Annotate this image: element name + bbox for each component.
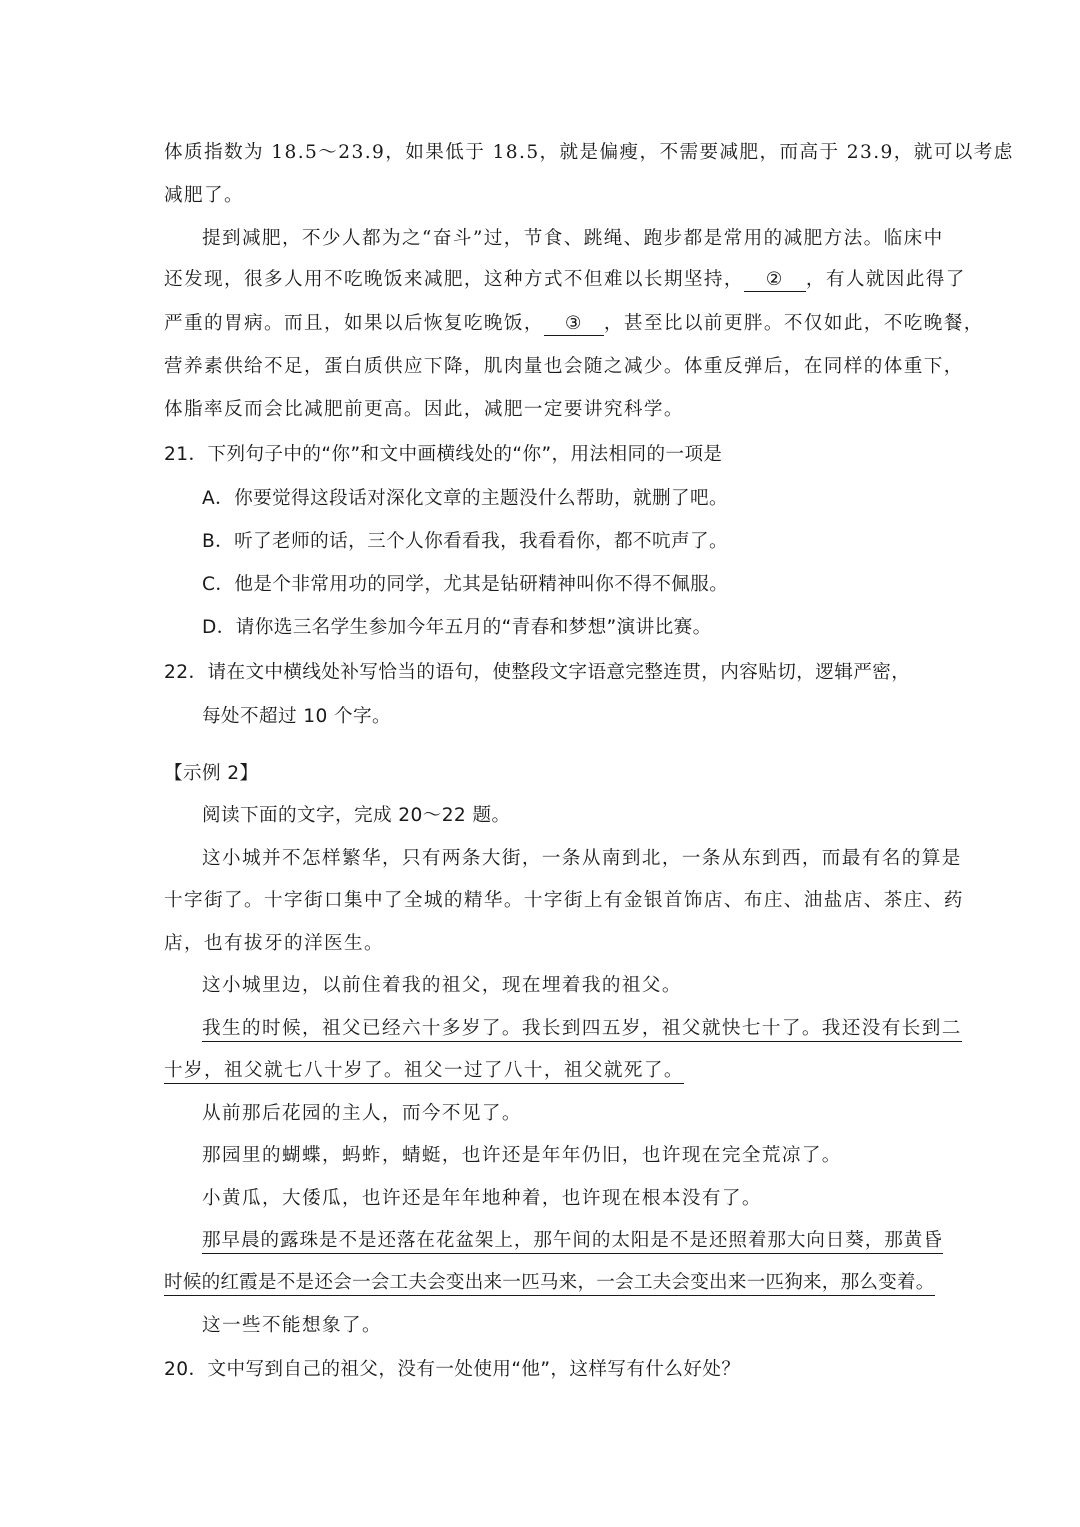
example-2-line: 这小城里边，以前住着我的祖父，现在埋着我的祖父。: [202, 975, 682, 996]
example-2-line: 这一些不能想象了。: [202, 1315, 382, 1336]
question-20-stem: 20．文中写到自己的祖父，没有一处使用“他”，这样写有什么好处？: [164, 1359, 741, 1380]
example-2-underlined-line: [202, 1017, 962, 1041]
passage1-line: 提到减肥，不少人都为之“奋斗”过，节食、跳绳、跑步都是常用的减肥方法。临床中: [202, 228, 944, 249]
example-2-line: 店，也有拔牙的洋医生。: [164, 933, 384, 954]
passage1-text: 还发现，很多人用不吃晚饭来减肥，这种方式不但难以长期坚持，: [164, 269, 744, 290]
passage1-line: 营养素供给不足，蛋白质供应下降，肌肉量也会随之减少。体重反弹后，在同样的体重下，: [164, 356, 964, 377]
question-21-option-c: C．他是个非常用功的同学，尤其是钻研精神叫你不得不佩服。: [202, 574, 729, 595]
example-2-underlined-line: [164, 1059, 684, 1083]
example-2-line: 小黄瓜，大倭瓜，也许还是年年地种着，也许现在根本没有了。: [202, 1188, 762, 1209]
example-2-line: 从前那后花园的主人，而今不见了。: [202, 1103, 522, 1124]
blank-2: ②: [744, 269, 806, 292]
question-21-option-a: A．你要觉得这段话对深化文章的主题没什么帮助，就删了吧。: [202, 488, 728, 509]
underlined-text: 时候的红霞是不是还会一会工夫会变出来一匹马来，一会工夫会变出来一匹狗来，那么变着。: [164, 1272, 935, 1296]
underlined-text: 我生的时候，祖父已经六十多岁了。我长到四五岁，祖父就快七十了。我还没有长到二: [202, 1018, 962, 1042]
question-21-option-b: B．听了老师的话，三个人你看看我，我看看你，都不吭声了。: [202, 531, 728, 552]
question-21-stem: 21．下列句子中的“你”和文中画横线处的“你”，用法相同的一项是: [164, 444, 723, 465]
blank-3: ③: [544, 313, 604, 336]
question-22-stem: 每处不超过 10 个字。: [202, 706, 392, 727]
example-2-heading: 【示例 2】: [164, 763, 259, 784]
underlined-text: 十岁，祖父就七八十岁了。祖父一过了八十，祖父就死了。: [164, 1060, 684, 1084]
example-2-underlined-line: [164, 1271, 935, 1295]
underlined-text: 那早晨的露珠是不是还落在花盆架上，那午间的太阳是不是还照着那大向日葵，那黄昏: [202, 1230, 943, 1254]
question-21-option-d: D．请你选三名学生参加今年五月的“青春和梦想”演讲比赛。: [202, 617, 712, 638]
passage1-text: ，甚至比以前更胖。不仅如此，不吃晚餐，: [603, 313, 984, 334]
passage1-line-with-blank: [164, 268, 966, 292]
passage1-text: ，有人就因此得了: [805, 269, 966, 290]
passage1-line-with-blank: [164, 312, 984, 336]
passage1-line: 体脂率反而会比减肥前更高。因此，减肥一定要讲究科学。: [164, 399, 684, 420]
passage1-line: 体质指数为 18.5～23.9，如果低于 18.5，就是偏瘦，不需要减肥，而高于 23.9，就可以考虑: [164, 142, 1014, 163]
example-2-line: 十字街了。十字街口集中了全城的精华。十字街上有金银首饰店、布庄、油盐店、茶庄、药: [164, 890, 964, 911]
passage1-text: 严重的胃病。而且，如果以后恢复吃晚饭，: [164, 313, 544, 334]
example-2-underlined-line: [202, 1229, 943, 1253]
question-22-stem: 22．请在文中横线处补写恰当的语句，使整段文字语意完整连贯，内容贴切，逻辑严密，: [164, 662, 911, 683]
passage1-line: 减肥了。: [164, 185, 244, 206]
example-2-instruction: 阅读下面的文字，完成 20～22 题。: [202, 805, 511, 826]
example-2-line: 那园里的蝴蝶，蚂蚱，蜻蜓，也许还是年年仍旧，也许现在完全荒凉了。: [202, 1145, 842, 1166]
example-2-line: 这小城并不怎样繁华，只有两条大街，一条从南到北，一条从东到西，而最有名的算是: [202, 848, 962, 869]
